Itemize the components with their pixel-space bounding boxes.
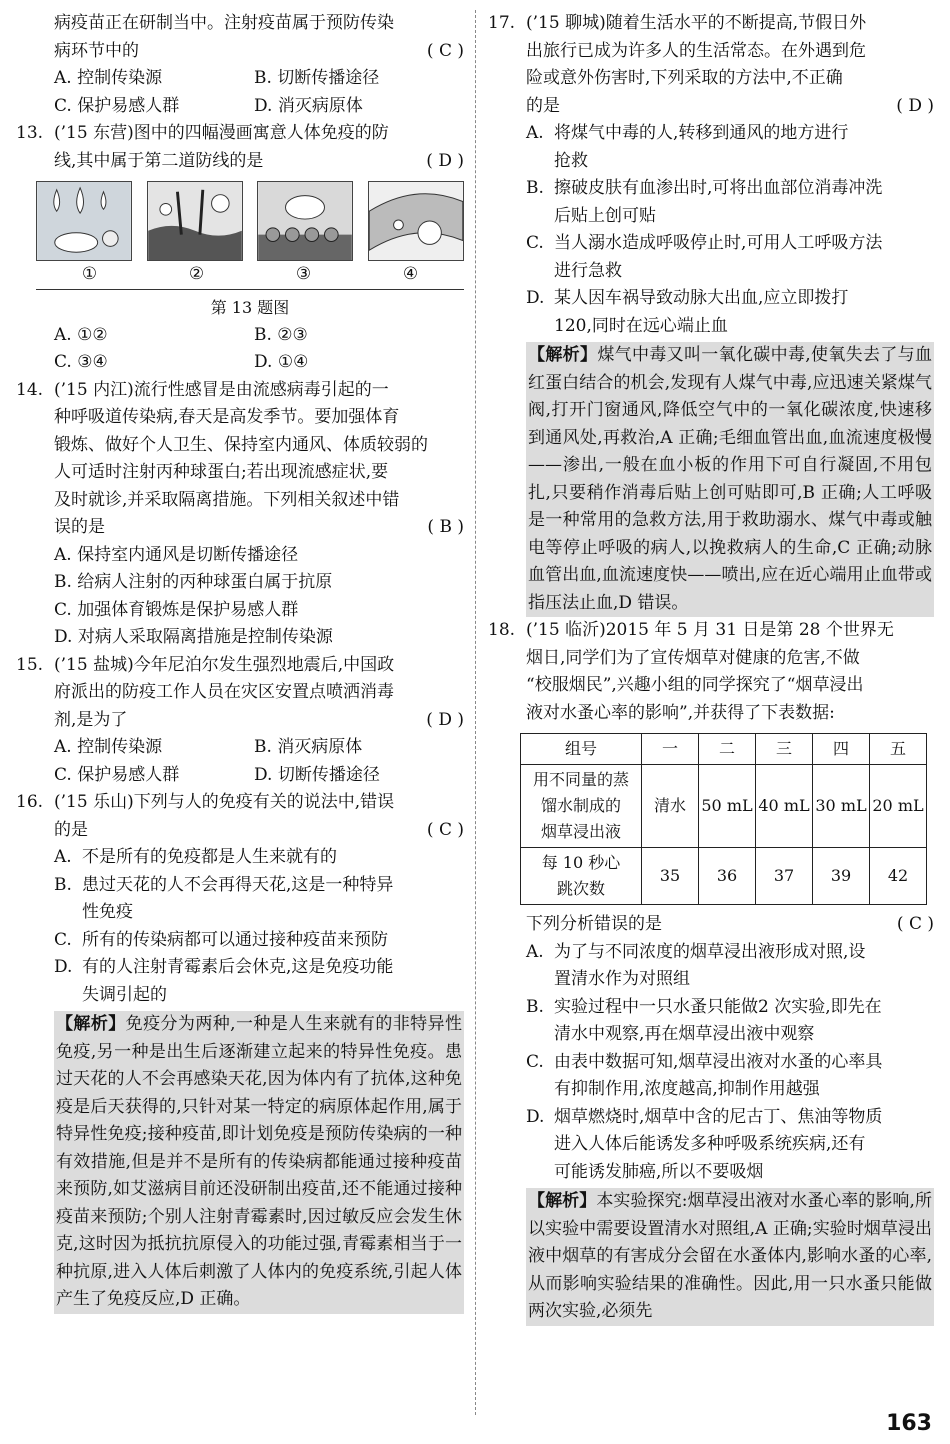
option: D. ①④ xyxy=(254,352,309,372)
question-16 xyxy=(16,789,464,844)
option: A. 控制传染源 xyxy=(54,68,163,88)
text-line: (’15 聊城)随着生活水平的不断提高,节假日外 xyxy=(526,13,867,33)
text-line: (’15 东营)图中的四幅漫画寓意人体免疫的防 xyxy=(54,123,389,143)
option xyxy=(488,120,934,175)
table-row xyxy=(521,765,927,848)
answer-mark: ( C ) xyxy=(896,914,934,934)
question-17-options xyxy=(488,120,934,340)
answer-mark: ( C ) xyxy=(426,40,464,61)
option: C. 加强体育锻炼是保护易感人群 xyxy=(54,599,299,620)
question-number: 17. xyxy=(488,13,516,33)
table-cell: 四 xyxy=(813,734,870,765)
question-number: 16. xyxy=(16,792,44,812)
text-line: 病环节中的 xyxy=(54,40,139,61)
text-line: (’15 盐城)今年尼泊尔发生强烈地震后,中国政 xyxy=(54,654,395,675)
table-cell: 一 xyxy=(642,734,699,765)
table-cell xyxy=(521,765,642,848)
option xyxy=(488,994,934,1049)
table-cell: 40 mL xyxy=(756,765,813,848)
analysis-box xyxy=(526,1188,934,1326)
text-line: 进入人体后能诱发多种呼吸系统疾病,还有 xyxy=(554,1134,866,1154)
answer-mark: ( B ) xyxy=(427,517,464,537)
question-14-options xyxy=(16,542,464,652)
option: B. 消灭病原体 xyxy=(254,737,363,757)
text-line: 下列分析错误的是 xyxy=(526,914,662,934)
figure-label: ④ xyxy=(402,264,419,284)
option-letter: D. xyxy=(526,288,545,308)
answer-mark: ( D ) xyxy=(426,709,464,730)
answer-mark: ( D ) xyxy=(896,95,934,116)
text-line: 险或意外伤害时,下列采取的方法中,不正确 xyxy=(526,68,843,88)
text-line: 府派出的防疫工作人员在灾区安置点喷洒消毒 xyxy=(54,682,394,702)
table-cell: 五 xyxy=(870,734,927,765)
table-cell: 30 mL xyxy=(813,765,870,848)
cartoon-cells-image xyxy=(257,181,353,261)
text-line: 当人溺水造成呼吸停止时,可用人工呼吸方法 xyxy=(554,233,883,253)
page-number: 163 xyxy=(886,1411,932,1436)
text-line: 液对水蚤心率的影响”,并获得了下表数据: xyxy=(526,702,835,723)
option xyxy=(16,927,464,955)
text-line: (’15 乐山)下列与人的免疫有关的说法中,错误 xyxy=(54,792,395,812)
cartoon-skin-image xyxy=(147,181,243,261)
question-18-options xyxy=(488,939,934,1187)
text-line: 可能诱发肺癌,所以不要吸烟 xyxy=(554,1161,764,1182)
text-line: 所有的传染病都可以通过接种疫苗来预防 xyxy=(82,929,388,950)
column-divider xyxy=(475,10,476,1415)
question-17 xyxy=(488,10,934,120)
table-cell: 20 mL xyxy=(870,765,927,848)
option-letter: B. xyxy=(526,178,544,198)
text-line: (’15 临沂)2015 年 5 月 31 日是第 28 个世界无 xyxy=(526,620,894,640)
right-column xyxy=(488,10,934,1326)
option-letter: B. xyxy=(526,996,544,1017)
option: B. 给病人注射的丙种球蛋白属于抗原 xyxy=(54,572,333,592)
table-cell: 组号 xyxy=(521,734,642,765)
analysis-text: 煤气中毒又叫一氧化碳中毒,使氧失去了与血红蛋白结合的机会,发现有人煤气中毒,应迅速关紧煤气阀,打开门窗通风,降低空气中的一氧化碳浓度,快速移到通风处,再救治,A 正确;毛细血管出血,血流速度极慢——渗出,一般在血小板的作用下可自行凝固,不用包扎,只要稍作消毒后贴上创可贴即可,B 正确;人工呼吸是一种常用的急救方法,用于救助溺水、煤气中毒或触电等停止呼吸的病人,以挽救病人的生命,C 正确;动脉血管出血,血流速度快——喷出,应在近心端用止血带或指压法止血,D 错误。 xyxy=(528,345,933,613)
table-cell: 三 xyxy=(756,734,813,765)
table-cell: 39 xyxy=(813,848,870,905)
cartoon-vessel-image xyxy=(368,181,464,261)
option xyxy=(488,175,934,230)
option-letter: C. xyxy=(526,1051,544,1072)
intro-options xyxy=(16,65,464,120)
option: A. 保持室内通风是切断传播途径 xyxy=(54,544,299,565)
text-line: 后贴上创可贴 xyxy=(554,205,656,226)
text-line: 的是 xyxy=(54,819,88,840)
option xyxy=(488,285,934,340)
table-cell: 50 mL xyxy=(699,765,756,848)
question-14 xyxy=(16,377,464,542)
text-line: 实验过程中一只水蚤只能做2 次实验,即先在 xyxy=(554,996,882,1017)
text-line: 误的是 xyxy=(54,517,105,537)
figure-label: ② xyxy=(188,264,205,284)
question-18-stem2 xyxy=(488,911,934,939)
text-line: 烟草燃烧时,烟草中含的尼古丁、焦油等物质 xyxy=(554,1106,883,1127)
text-line: 锻炼、做好个人卫生、保持室内通风、体质较弱的 xyxy=(54,434,428,455)
question-15-options xyxy=(16,734,464,789)
question-13-options xyxy=(16,322,464,377)
option: D. 对病人采取隔离措施是控制传染源 xyxy=(54,627,333,647)
figure-caption: 第 13 题图 xyxy=(210,298,290,317)
table-cell: 37 xyxy=(756,848,813,905)
analysis-label: 【解析】 xyxy=(528,1191,597,1211)
text-line: 及时就诊,并采取隔离措施。下列相关叙述中错 xyxy=(54,489,400,510)
question-18 xyxy=(488,617,934,727)
text-line: 性免疫 xyxy=(82,902,133,922)
analysis-box xyxy=(54,1011,464,1314)
analysis-label: 【解析】 xyxy=(528,345,598,365)
text-line: 失调引起的 xyxy=(82,984,167,1005)
option-letter: C. xyxy=(54,929,72,950)
text-line: 患过天花的人不会再得天花,这是一种特异 xyxy=(82,874,394,895)
table-header-row xyxy=(521,734,927,765)
option-letter: A. xyxy=(526,123,544,143)
table-cell: 36 xyxy=(699,848,756,905)
text-line: 将煤气中毒的人,转移到通风的地方进行 xyxy=(554,123,849,143)
question-13 xyxy=(16,120,464,175)
option xyxy=(488,1049,934,1104)
question-number: 14. xyxy=(16,379,44,400)
text-line: 有抑制作用,浓度越高,抑制作用越强 xyxy=(554,1079,820,1099)
text-line: 病疫苗正在研制当中。注射疫苗属于预防传染 xyxy=(54,13,394,33)
option: C. 保护易感人群 xyxy=(54,95,180,116)
text-line: 抢救 xyxy=(554,150,588,171)
text-line: 出旅行已成为许多人的生活常态。在外遇到危 xyxy=(526,40,866,61)
text-line: 种呼吸道传染病,春天是高发季节。要加强体育 xyxy=(54,407,400,427)
question-16-options xyxy=(16,844,464,1009)
text-line: 清水中观察,再在烟草浸出液中观察 xyxy=(554,1024,815,1044)
text-line: 线,其中属于第二道防线的是 xyxy=(54,150,264,171)
option xyxy=(488,1104,934,1187)
question-number: 18. xyxy=(488,620,516,640)
option-letter: C. xyxy=(526,233,544,253)
question-number: 13. xyxy=(16,123,44,143)
text-line: 的是 xyxy=(526,95,560,116)
text-line: 跳次数 xyxy=(556,879,605,898)
analysis-label: 【解析】 xyxy=(56,1014,126,1034)
text-line: 进行急救 xyxy=(554,260,622,281)
question-number: 15. xyxy=(16,654,44,675)
answer-mark: ( C ) xyxy=(426,819,464,840)
table-row xyxy=(521,848,927,905)
text-line: 有的人注射青霉素后会休克,这是免疫功能 xyxy=(82,957,394,977)
text-line: (’15 内江)流行性感冒是由流感病毒引起的一 xyxy=(54,379,389,400)
option xyxy=(488,230,934,285)
table-cell: 35 xyxy=(642,848,699,905)
text-line: 120,同时在远心端止血 xyxy=(554,315,728,336)
option xyxy=(488,939,934,994)
option-letter: D. xyxy=(526,1106,545,1127)
question-15 xyxy=(16,652,464,735)
table-cell xyxy=(521,848,642,905)
left-column xyxy=(16,10,464,1314)
text-line: 某人因车祸导致动脉大出血,应立即拨打 xyxy=(554,288,849,308)
table-cell: 二 xyxy=(699,734,756,765)
text-line: 用不同量的蒸 xyxy=(532,770,629,789)
option xyxy=(16,872,464,927)
option xyxy=(16,954,464,1009)
figure-label: ③ xyxy=(295,264,312,284)
answer-mark: ( D ) xyxy=(426,150,464,171)
option: B. ②③ xyxy=(254,324,308,345)
text-line: 剂,是为了 xyxy=(54,709,128,730)
text-line: 烟日,同学们为了宣传烟草对健康的危害,不做 xyxy=(526,647,860,668)
figure-13 xyxy=(36,181,464,322)
text-line: “校服烟民”,兴趣小组的同学探究了“烟草浸出 xyxy=(526,675,864,695)
option: D. 切断传播途径 xyxy=(254,764,380,785)
analysis-text: 本实验探究:烟草浸出液对水蚤心率的影响,所以实验中需要设置清水对照组,A 正确;实验时烟草浸出液中烟草的有害成分会留在水蚤体内,影响水蚤的心率,从而影响实验结果的准确性。因此,用一只水蚤只能做两次实验,必须先 xyxy=(528,1191,932,1321)
text-line: 由表中数据可知,烟草浸出液对水蚤的心率具 xyxy=(554,1051,883,1072)
option: A. 控制传染源 xyxy=(54,737,163,757)
figure-labels xyxy=(36,261,464,290)
text-line: 不是所有的免疫都是人生来就有的 xyxy=(82,847,337,867)
option xyxy=(16,844,464,872)
option: C. ③④ xyxy=(54,352,108,372)
text-line: 馏水制成的 xyxy=(540,796,621,815)
cartoon-rain-image xyxy=(36,181,132,261)
text-line: 人可适时注射丙种球蛋白;若出现流感症状,要 xyxy=(54,462,389,482)
option-letter: B. xyxy=(54,874,72,895)
analysis-box xyxy=(526,342,934,617)
option: C. 保护易感人群 xyxy=(54,764,180,785)
text-line: 擦破皮肤有血渗出时,可将出血部位消毒冲洗 xyxy=(554,178,883,198)
option-letter: A. xyxy=(54,847,72,867)
figure-label: ① xyxy=(81,264,98,284)
option: B. 切断传播途径 xyxy=(254,68,380,88)
text-line: 每 10 秒心 xyxy=(541,853,621,872)
text-line: 烟草浸出液 xyxy=(540,822,621,841)
intro-stem xyxy=(16,10,464,65)
analysis-text: 免疫分为两种,一种是人生来就有的非特异性免疫,另一种是出生后逐渐建立起来的特异性免疫。患过天花的人不会再感染天花,因为体内有了抗体,这种免疫是后天获得的,只针对某一特定的病原体起作用,属于特异性免疫;接种疫苗,即计划免疫是预防传染病的一种有效措施,但是并不是所有的传染病都能通过接种疫苗来预防,如艾滋病目前还没研制出疫苗,还不能通过接种疫苗来预防;个别人注射青霉素时,因过敏反应会发生休克,这时因为抵抗抗原侵入的功能过强,青霉素相当于一种抗原,进入人体后刺激了人体内的免疫系统,引起人体产生了免疫反应,D 正确。 xyxy=(56,1014,463,1309)
text-line: 置清水作为对照组 xyxy=(554,969,690,989)
option: A. ①② xyxy=(54,324,108,345)
option-letter: A. xyxy=(526,941,544,962)
table-cell: 42 xyxy=(870,848,927,905)
text-line: 为了与不同浓度的烟草浸出液形成对照,设 xyxy=(554,941,866,962)
option: D. 消灭病原体 xyxy=(254,95,363,116)
table-cell: 清水 xyxy=(642,765,699,848)
option-letter: D. xyxy=(54,957,73,977)
data-table xyxy=(520,733,927,905)
